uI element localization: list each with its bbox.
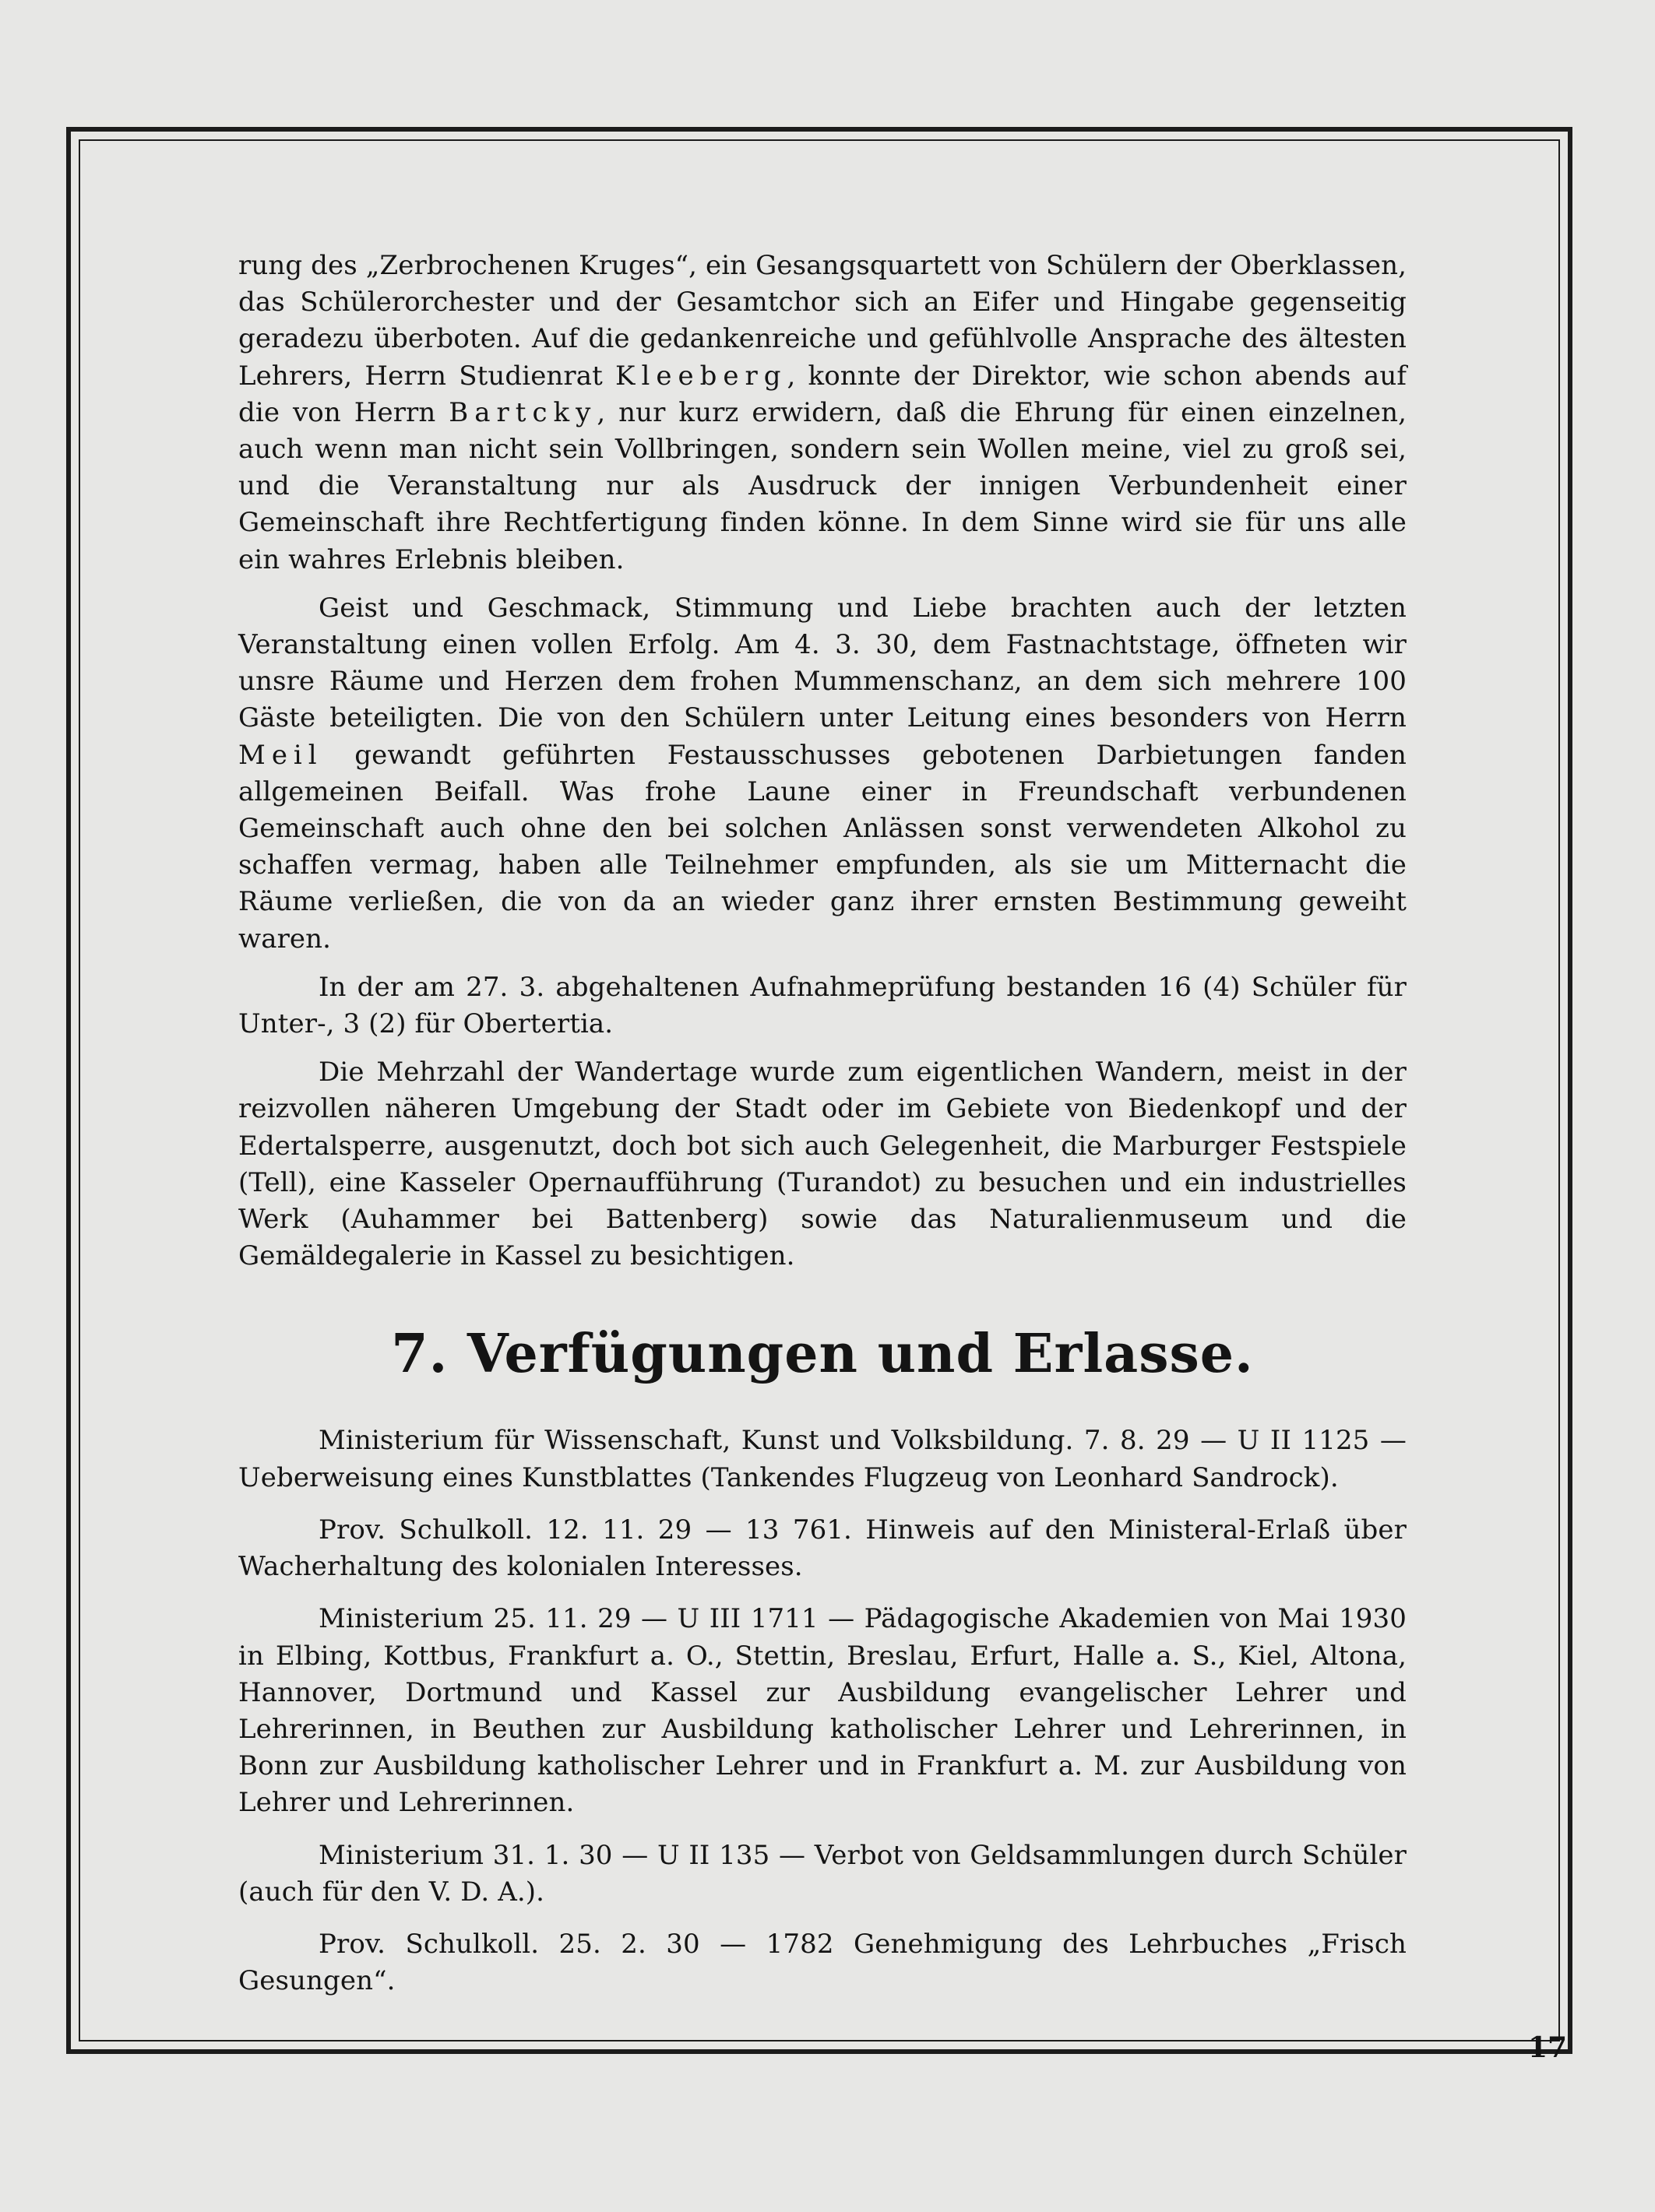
text-run: rung des „Zerbrochenen Kruges“, ein Gesangsquartett von Schülern der Oberklassen, das Schülerorchester und der Gesamtchor sich an Eifer und Hingabe gegenseitig geradezu überboten. Auf die gedankenreiche und gefühlvolle Ansprache des ältesten Lehrers, Herrn Studienrat (238, 250, 1407, 392)
text-run: gewandt geführten Festausschusses gebotenen Darbietungen fanden allgemeinen Beifall. Was frohe Laune einer in Freundschaft verbundenen Gemeinschaft auch ohne den bei solchen Anlässen sonst verwendeten Alkohol zu schaffen vermag, haben alle Teilnehmer empfunden, als sie um Mitternacht die Räume verließen, die von da an wieder ganz ihrer ernsten Bestimmung geweiht waren. (238, 739, 1407, 955)
body-paragraph (238, 590, 1407, 958)
continued-paragraph (238, 248, 1407, 578)
previous-section-text (238, 248, 1407, 1275)
spaced-name: Bartcky (449, 396, 597, 428)
body-paragraph (238, 969, 1407, 1043)
section-heading: 7. Verfügungen und Erlasse. (391, 1323, 1254, 1386)
decree-paragraph: Prov. Schulkoll. 12. 11. 29 — 13 761. Hinweis auf den Ministeral-Erlaß über Wacherhaltung des kolonialen Interesses. (238, 1514, 1407, 1583)
spaced-name: Meil (238, 739, 323, 771)
text-run: Die Mehrzahl der Wandertage wurde zum eigentlichen Wandern, meist in der reizvollen näheren Umgebung der Stadt oder im Gebiete von Biedenkopf und der Edertalsperre, ausgenutzt, doch bot sich auch Gelegenheit, die Marburger Festspiele (Tell), eine Kasseler Opernaufführung (Turandot) zu besuchen und ein industrielles Werk (Auhammer bei Battenberg) sowie das Naturalienmuseum und die Gemäldegalerie in Kassel zu besichtigen. (238, 1057, 1407, 1272)
text-run: Geist und Geschmack, Stimmung und Liebe brachten auch der letzten Veranstaltung einen vollen Erfolg. Am 4. 3. 30, dem Fastnachtstage, öffneten wir unsre Räume und Herzen dem frohen Mummenschanz, an dem sich mehrere 100 Gäste beteiligten. Die von den Schülern unter Leitung eines besonders von Herrn (238, 592, 1407, 734)
decree-paragraph: Prov. Schulkoll. 25. 2. 30 — 1782 Genehmigung des Lehrbuches „Frisch Gesungen“. (238, 1928, 1407, 1997)
text-run: In der am 27. 3. abgehaltenen Aufnahmeprüfung bestanden 16 (4) Schüler für Unter-, 3 (2) für Obertertia. (238, 971, 1407, 1040)
body-paragraph (238, 1054, 1407, 1275)
decree-paragraph: Ministerium für Wissenschaft, Kunst und Volksbildung. 7. 8. 29 — U II 1125 — Ueberweisung eines Kunstblattes (Tankendes Flugzeug von Leonhard Sandrock). (238, 1425, 1407, 1493)
section-7-decrees (238, 1423, 1407, 1999)
text-run: , konnte der Direktor, wie schon abends auf die von Herrn (238, 360, 1407, 428)
page-content (238, 248, 1407, 1999)
decree-paragraph: Ministerium 31. 1. 30 — U II 135 — Verbot von Geldsammlungen durch Schüler (auch für den V. D. A.). (238, 1839, 1407, 1908)
spaced-name: Kleeberg (615, 360, 787, 392)
decree-paragraph: Ministerium 25. 11. 29 — U III 1711 — Pädagogische Akademien von Mai 1930 in Elbing, Kottbus, Frankfurt a. O., Stettin, Breslau, Erfurt, Halle a. S., Kiel, Altona, Hannover, Dortmund und Kassel zur Ausbildung evangelischer Lehrer und Lehrerinnen, in Beuthen zur Ausbildung katholischer Lehrer und Lehrerinnen, in Bonn zur Ausbildung katholischer Lehrer und in Frankfurt a. M. zur Ausbildung von Lehrer und Lehrerinnen. (238, 1603, 1407, 1819)
page-number: 17 (1528, 2031, 1568, 2064)
text-run: , nur kurz erwidern, daß die Ehrung für einen einzelnen, auch wenn man nicht sein Vollbringen, sondern sein Wollen meine, viel zu groß sei, und die Veranstaltung nur als Ausdruck der innigen Verbundenheit einer Gemeinschaft ihre Rechtfertigung finden könne. In dem Sinne wird sie für uns alle ein wahres Erlebnis bleiben. (238, 396, 1407, 575)
